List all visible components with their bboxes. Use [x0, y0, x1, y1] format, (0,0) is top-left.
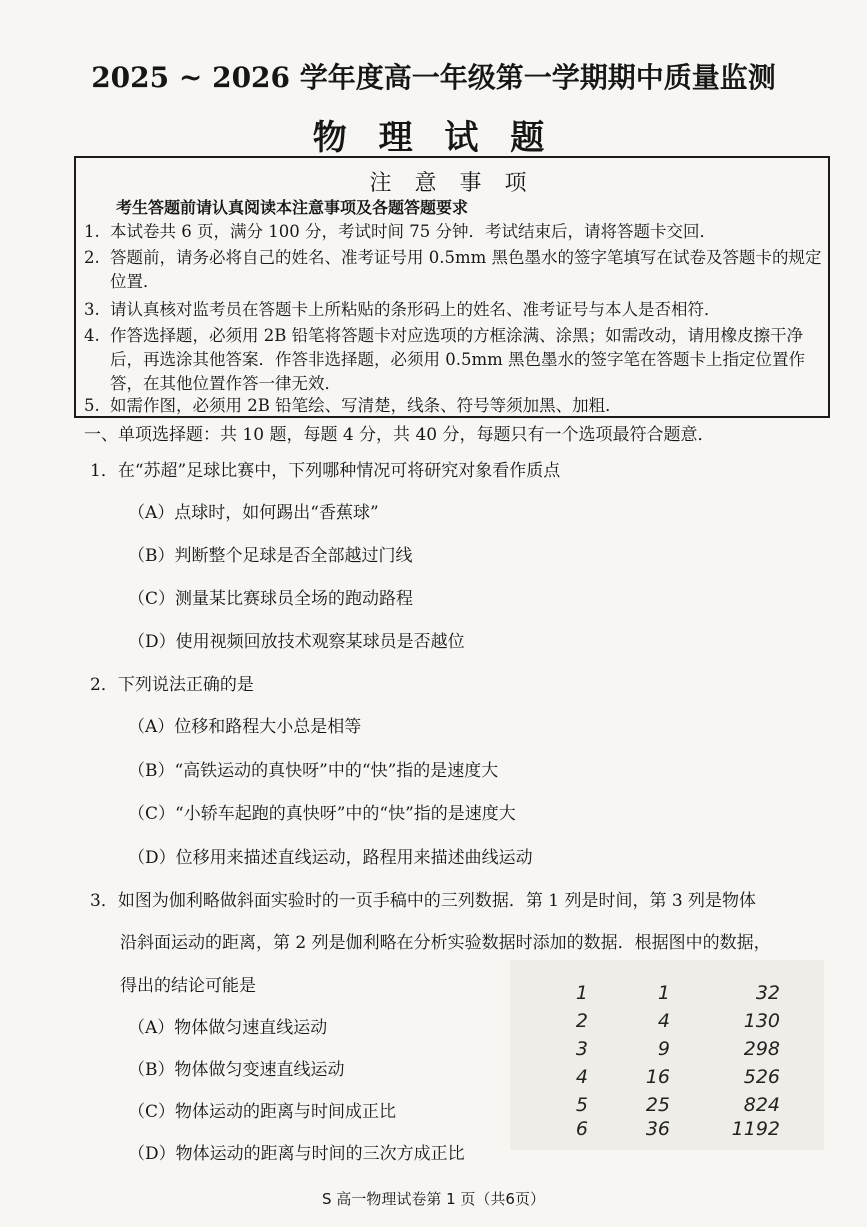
data-cell-added: 1 [657, 982, 670, 1004]
page-footer: S 高一物理试卷第 1 页（共6页） [322, 1190, 545, 1208]
data-cell-distance: 526 [743, 1066, 780, 1088]
data-cell-time: 4 [575, 1066, 588, 1088]
question-1-option-c: （C）测量某比赛球员全场的跑动路程 [128, 589, 414, 609]
data-cell-added: 9 [657, 1038, 670, 1060]
notice-item-text: 答题前，请务必将自己的姓名、准考证号用 0.5mm 黑色墨水的签字笔填写在试卷及答题卡的规定位置． [110, 248, 822, 291]
data-cell-distance: 130 [743, 1010, 780, 1032]
question-2-stem: 2．下列说法正确的是 [90, 675, 254, 695]
data-cell-distance: 298 [743, 1038, 780, 1060]
question-3-option-a: （A）物体做匀速直线运动 [128, 1018, 328, 1038]
data-cell-time: 2 [575, 1010, 588, 1032]
data-cell-distance: 824 [743, 1094, 780, 1116]
notice-item-number: 5. [84, 396, 100, 415]
exam-title: 2025 ~ 2026 学年度高一年级第一学期期中质量监测 [91, 61, 776, 94]
data-cell-distance: 1192 [731, 1118, 780, 1140]
question-2-option-a: （A）位移和路程大小总是相等 [128, 717, 362, 737]
notice-item-text: 请认真核对监考员在答题卡上所粘贴的条形码上的姓名、准考证号与本人是否相符． [110, 300, 721, 319]
question-1-option-b: （B）判断整个足球是否全部越过门线 [128, 546, 413, 566]
question-3-option-d: （D）物体运动的距离与时间的三次方成正比 [128, 1144, 465, 1164]
notice-box [74, 156, 830, 418]
question-3-stem-line-3: 得出的结论可能是 [120, 976, 256, 996]
notice-subheading: 考生答题前请认真阅读本注意事项及各题答题要求 [116, 198, 469, 217]
notice-item-1 [84, 220, 824, 244]
question-2-option-b: （B）“高铁运动的真快呀”中的“快”指的是速度大 [128, 761, 499, 781]
data-cell-added: 25 [645, 1094, 670, 1116]
notice-item-3 [84, 298, 824, 322]
notice-item-2 [84, 246, 824, 294]
data-cell-time: 1 [575, 982, 588, 1004]
question-2-option-d: （D）位移用来描述直线运动，路程用来描述曲线运动 [128, 848, 533, 868]
notice-item-5 [84, 394, 824, 418]
question-1-option-a: （A）点球时，如何踢出“香蕉球” [128, 503, 379, 523]
notice-item-number: 4. [84, 326, 100, 345]
data-cell-added: 4 [657, 1010, 670, 1032]
section-title-single-choice: 一、单项选择题：共 10 题，每题 4 分，共 40 分，每题只有一个选项最符合题意． [84, 425, 715, 445]
notice-item-text: 作答选择题，必须用 2B 铅笔将答题卡对应选项的方框涂满、涂黑；如需改动，请用橡皮擦干净后，再选涂其他答案．作答非选择题，必须用 0.5mm 黑色墨水的签字笔在答题卡上指定位置作答，在其他位置作答一律无效． [110, 326, 806, 393]
subject-title: 物 理 试 题 [312, 118, 555, 158]
question-3-option-b: （B）物体做匀变速直线运动 [128, 1060, 345, 1080]
data-cell-added: 36 [645, 1118, 670, 1140]
notice-item-4 [84, 324, 824, 396]
notice-item-number: 3. [84, 300, 100, 319]
question-3-stem-line-1: 3．如图为伽利略做斜面实验时的一页手稿中的三列数据．第 1 列是时间，第 3 列是物体 [90, 891, 757, 911]
data-cell-added: 16 [645, 1066, 670, 1088]
data-cell-time: 5 [575, 1094, 588, 1116]
question-1-stem: 1．在“苏超”足球比赛中，下列哪种情况可将研究对象看作质点 [90, 461, 561, 481]
data-cell-time: 6 [575, 1118, 588, 1140]
notice-heading: 注 意 事 项 [369, 171, 535, 196]
notice-item-text: 本试卷共 6 页，满分 100 分，考试时间 75 分钟．考试结束后，请将答题卡交回． [110, 222, 716, 241]
notice-item-text: 如需作图，必须用 2B 铅笔绘、写清楚，线条、符号等须加黑、加粗． [110, 396, 622, 415]
question-1-option-d: （D）使用视频回放技术观察某球员是否越位 [128, 632, 465, 652]
question-3-stem-line-2: 沿斜面运动的距离，第 2 列是伽利略在分析实验数据时添加的数据．根据图中的数据， [120, 933, 771, 953]
notice-item-number: 1. [84, 222, 100, 241]
notice-item-number: 2. [84, 248, 100, 267]
galileo-manuscript-data [510, 960, 824, 1150]
question-2-option-c: （C）“小轿车起跑的真快呀”中的“快”指的是速度大 [128, 804, 516, 824]
data-cell-time: 3 [575, 1038, 588, 1060]
question-3-option-c: （C）物体运动的距离与时间成正比 [128, 1102, 397, 1122]
data-cell-distance: 32 [755, 982, 780, 1004]
